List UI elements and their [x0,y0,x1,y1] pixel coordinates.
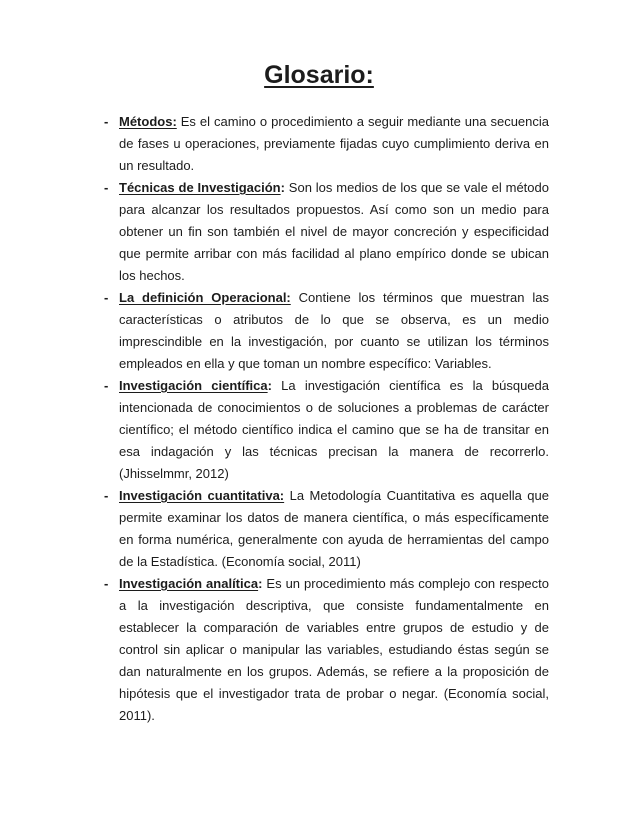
entry-text [119,485,549,573]
entry-term-colon: : [280,180,285,195]
bullet-dash: - [104,378,109,393]
glossary-entry [104,177,549,287]
entry-definition: La investigación científica es la búsqueda intencionada de conocimientos o de soluciones a problemas de carácter científico; el método científico indica el camino que se ha de transitar en esa indagación y las técnicas precisan la manera de recorrerlo. (Jhisselmmr, 2012) [119,378,549,481]
bullet-dash: - [104,576,109,591]
entry-definition: Son los medios de los que se vale el método para alcanzar los resultados propuestos. Así como son un medio para obtener un fin son también el nivel de mayor concreción y especificidad que permite arribar con más facilidad al plano empírico donde se ubican los hechos. [119,180,549,283]
entry-term-colon: : [258,576,263,591]
bullet-dash: - [104,180,109,195]
entry-definition: Es el camino o procedimiento a seguir mediante una secuencia de fases u operaciones, previamente fijadas cuyo cumplimiento deriva en un resultado. [119,114,549,173]
entry-term: Métodos: [119,114,177,129]
entry-definition: Es un procedimiento más complejo con respecto a la investigación descriptiva, que consiste fundamentalmente en establecer la comparación de variables entre grupos de estudio y de control sin aplicar o manipular las variables, estudiando éstas según se dan naturalmente en los grupos. Además, se refiere a la proposición de hipótesis que el investigador trata de probar o negar. (Economía social, 2011). [119,576,549,723]
glossary-entry [104,485,549,573]
entry-definition: La Metodología Cuantitativa es aquella que permite examinar los datos de manera científica, o más específicamente en forma numérica, generalmente con ayuda de herramientas del campo de la Estadística. (Economía social, 2011) [119,488,550,569]
glossary-entry [104,287,549,375]
entry-text [119,573,549,727]
page-title: Glosario: [264,61,374,89]
entry-term: Investigación analítica [119,576,259,591]
entry-term: La definición Operacional: [119,290,291,305]
entry-term: Técnicas de Investigación [119,180,281,195]
entry-text [119,375,549,485]
entry-text [119,177,549,287]
glossary-entry [104,375,549,485]
glossary-entry [104,111,549,177]
glossary-entry [104,573,549,727]
entry-definition: Contiene los términos que muestran las características o atributos de lo que se observa, es un medio imprescindible en la investigación, por cuanto se utilizan los términos empleados en ella y que toman un nombre específico: Variables. [119,290,549,371]
bullet-dash: - [104,488,109,503]
entry-text [119,287,549,375]
entry-term: Investigación científica [119,378,268,393]
glossary-list [104,111,549,727]
entry-term: Investigación cuantitativa: [119,488,285,503]
bullet-dash: - [104,114,109,129]
entry-text [119,111,549,177]
entry-term-colon: : [267,378,272,393]
bullet-dash: - [104,290,109,305]
